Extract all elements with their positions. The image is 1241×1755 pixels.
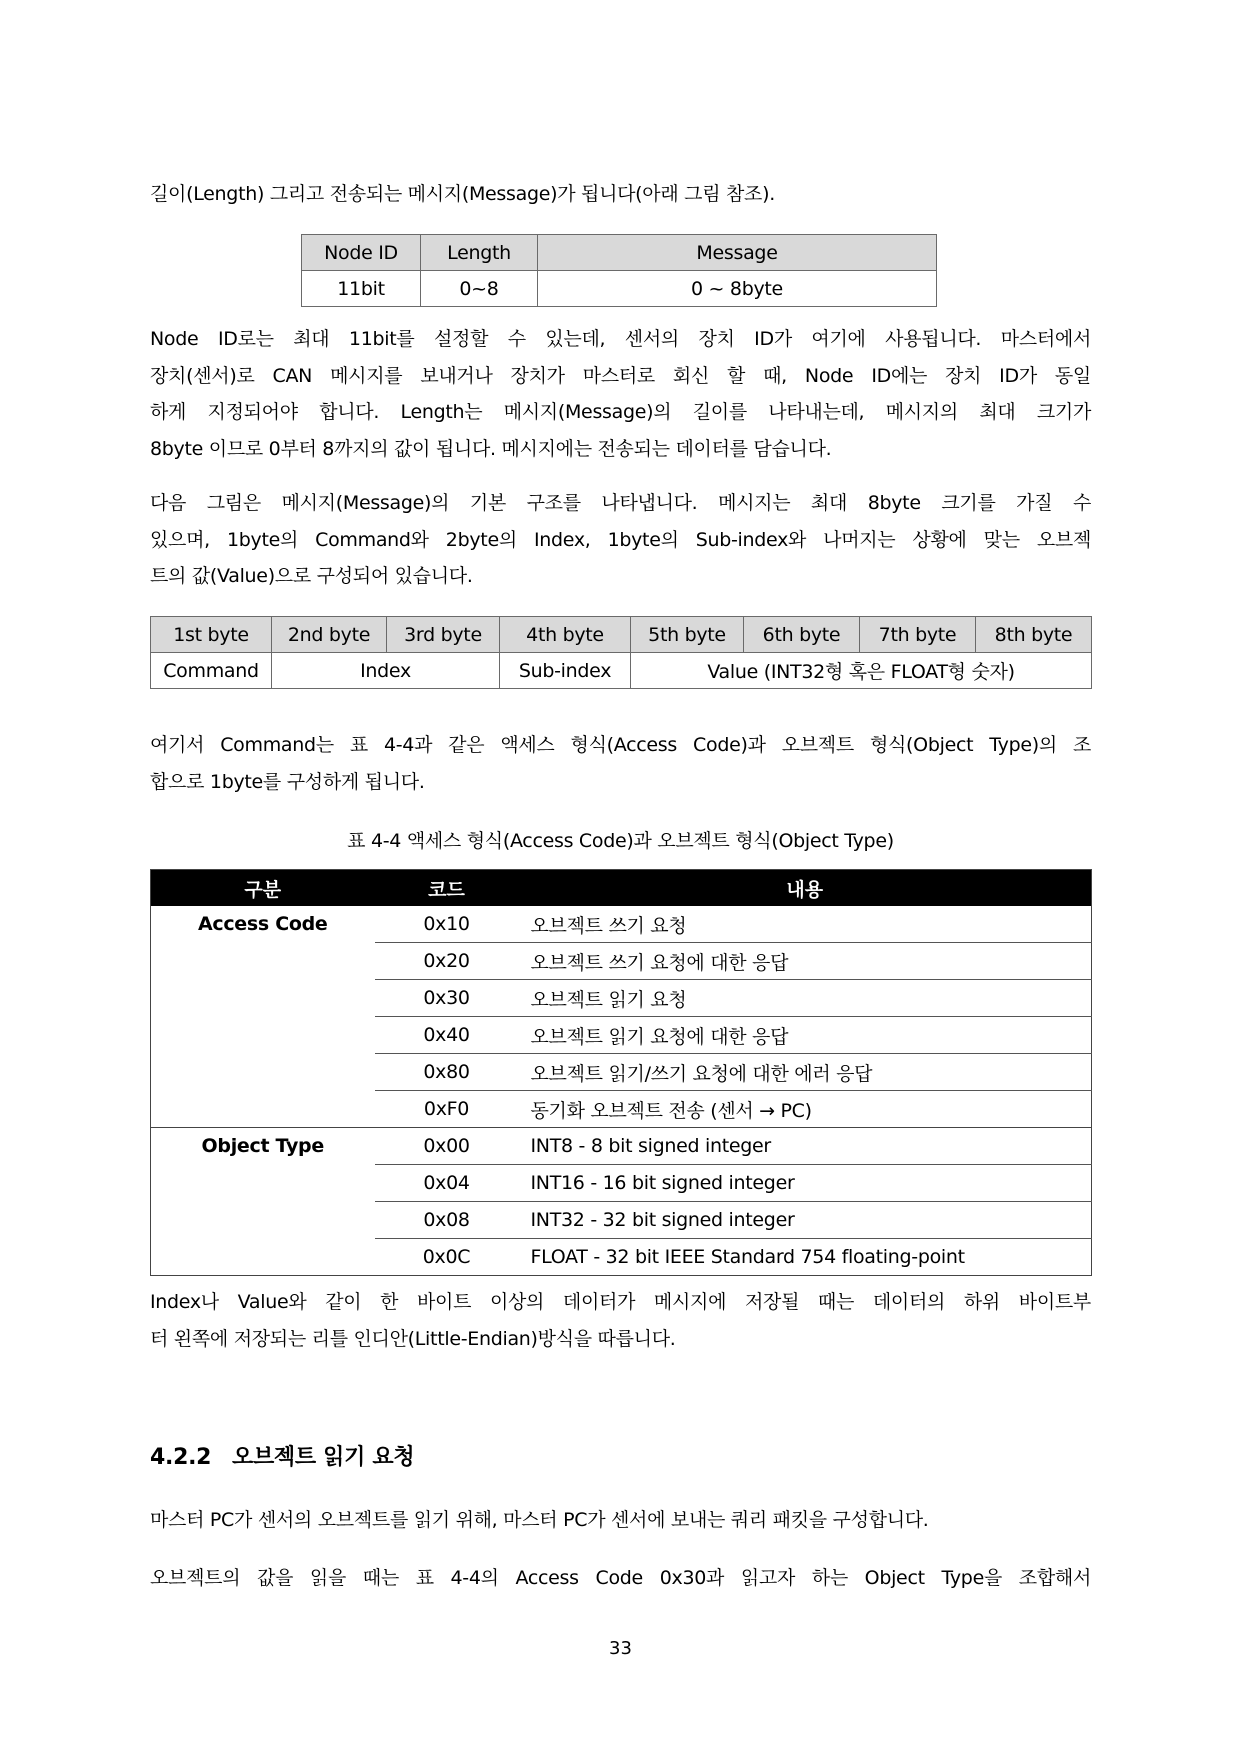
- code-cell: 0x04: [375, 1165, 519, 1202]
- header-message: Message: [538, 235, 937, 271]
- page-number: 33: [609, 1638, 632, 1659]
- text-line: 마스터 PC가 센서의 오브젝트를 읽기 위해, 마스터 PC가 센서에 보내는 쿼리 패킷을 구성합니다.: [150, 1509, 929, 1531]
- group-object-type: Object Type: [201, 1135, 324, 1157]
- header-length: Length: [421, 235, 538, 271]
- table-header-row: [302, 235, 937, 271]
- node-id-paragraph: [150, 321, 1091, 467]
- text-line: 길이(Length) 그리고 전송되는 메시지(Message)가 됩니다(아래 그림 참조).: [150, 183, 775, 205]
- cell-node-id: 11bit: [302, 271, 421, 307]
- code-cell: 0x00: [375, 1128, 519, 1165]
- description-cell: INT8 - 8 bit signed integer: [519, 1128, 1092, 1165]
- description-cell: FLOAT - 32 bit IEEE Standard 754 floating-point: [530, 1246, 965, 1268]
- table-caption: 표 4-4 액세스 형식(Access Code)과 오브젝트 형식(Object Type): [347, 830, 894, 852]
- code-cell: 0x08: [375, 1202, 519, 1239]
- group-access-code: Access Code: [151, 906, 375, 1128]
- table-header-row: [151, 870, 1092, 907]
- read-request-paragraph-2: [150, 1560, 1091, 1597]
- header-byte-3: 3rd byte: [387, 617, 500, 653]
- header-byte-7: 7th byte: [860, 617, 976, 653]
- cell-sub-index: Sub-index: [500, 653, 631, 689]
- code-cell: 0x80: [375, 1054, 519, 1091]
- table-row: [151, 653, 1092, 689]
- cell-message: 0 ~ 8byte: [538, 271, 937, 307]
- code-cell: 0x40: [375, 1017, 519, 1054]
- description-cell: 오브젝트 읽기 요청에 대한 응답: [519, 1017, 1092, 1054]
- text-line: Node ID로는 최대 11bit를 설정할 수 있는데, 센서의 장치 ID가 여기에 사용됩니다. 마스터에서: [150, 328, 1091, 350]
- text-line: 하게 지정되어야 합니다. Length는 메시지(Message)의 길이를 나타내는데, 메시지의 최대 크기가: [150, 401, 1091, 423]
- access-code-object-type-table: [150, 869, 1092, 1276]
- cell-value: Value (INT32형 혹은 FLOAT형 숫자): [631, 653, 1092, 689]
- cell-index: Index: [272, 653, 500, 689]
- text-line: 합으로 1byte를 구성하게 됩니다.: [150, 770, 425, 793]
- intro-paragraph: [150, 176, 1091, 213]
- header-byte-6: 6th byte: [744, 617, 860, 653]
- section-title: 오브젝트 읽기 요청: [232, 1445, 415, 1470]
- table-row: [151, 906, 1092, 943]
- section-number: 4.2.2: [150, 1445, 212, 1470]
- code-cell: 0x0C: [422, 1246, 471, 1268]
- table-row: [302, 271, 937, 307]
- description-cell: 동기화 오브젝트 전송 (센서 → PC): [519, 1091, 1092, 1128]
- header-byte-4: 4th byte: [500, 617, 631, 653]
- header-byte-2: 2nd byte: [272, 617, 387, 653]
- text-line: 8byte 이므로 0부터 8까지의 값이 됩니다. 메시지에는 전송되는 데이터를 담습니다.: [150, 437, 832, 460]
- read-request-paragraph-1: [150, 1502, 1091, 1539]
- header-description: 내용: [519, 870, 1092, 907]
- code-cell: 0x10: [375, 906, 519, 943]
- can-frame-table: [301, 234, 937, 307]
- description-cell: 오브젝트 읽기 요청: [519, 980, 1092, 1017]
- description-cell: INT16 - 16 bit signed integer: [519, 1165, 1092, 1202]
- text-line: 장치(센서)로 CAN 메시지를 보내거나 장치가 마스터로 회신 할 때, Node ID에는 장치 ID가 동일: [150, 364, 1091, 387]
- header-byte-1: 1st byte: [151, 617, 272, 653]
- code-cell: 0x20: [375, 943, 519, 980]
- description-cell: INT32 - 32 bit signed integer: [519, 1202, 1092, 1239]
- header-byte-5: 5th byte: [631, 617, 744, 653]
- message-byte-table: [150, 616, 1092, 689]
- table-row: [151, 1128, 1092, 1165]
- description-cell: 오브젝트 쓰기 요청: [519, 906, 1092, 943]
- message-structure-paragraph: [150, 485, 1091, 595]
- header-byte-8: 8th byte: [976, 617, 1092, 653]
- table-header-row: [151, 617, 1092, 653]
- cell-command: Command: [151, 653, 272, 689]
- code-cell: 0xF0: [375, 1091, 519, 1128]
- header-node-id: Node ID: [302, 235, 421, 271]
- header-code: 코드: [375, 870, 519, 907]
- description-cell: 오브젝트 쓰기 요청에 대한 응답: [519, 943, 1092, 980]
- text-line: 다음 그림은 메시지(Message)의 기본 구조를 나타냅니다. 메시지는 최대 8byte 크기를 가질 수: [150, 492, 1091, 514]
- section-heading: [150, 1440, 414, 1471]
- header-category: 구분: [151, 870, 375, 907]
- text-line: Index나 Value와 같이 한 바이트 이상의 데이터가 메시지에 저장될 때는 데이터의 하위 바이트부: [150, 1291, 1091, 1313]
- cell-length: 0~8: [421, 271, 538, 307]
- text-line: 오브젝트의 값을 읽을 때는 표 4-4의 Access Code 0x30과 읽고자 하는 Object Type을 조합해서: [150, 1567, 1091, 1589]
- command-paragraph: [150, 727, 1091, 800]
- text-line: 여기서 Command는 표 4-4과 같은 액세스 형식(Access Code)과 오브젝트 형식(Object Type)의 조: [150, 734, 1091, 756]
- description-cell: 오브젝트 읽기/쓰기 요청에 대한 에러 응답: [519, 1054, 1092, 1091]
- text-line: 있으며, 1byte의 Command와 2byte의 Index, 1byte의 Sub-index와 나머지는 상황에 맞는 오브젝: [150, 528, 1091, 551]
- code-cell: 0x30: [375, 980, 519, 1017]
- text-line: 터 왼쪽에 저장되는 리틀 인디안(Little-Endian)방식을 따릅니다.: [150, 1327, 676, 1350]
- text-line: 트의 값(Value)으로 구성되어 있습니다.: [150, 565, 473, 587]
- endian-paragraph: [150, 1284, 1091, 1357]
